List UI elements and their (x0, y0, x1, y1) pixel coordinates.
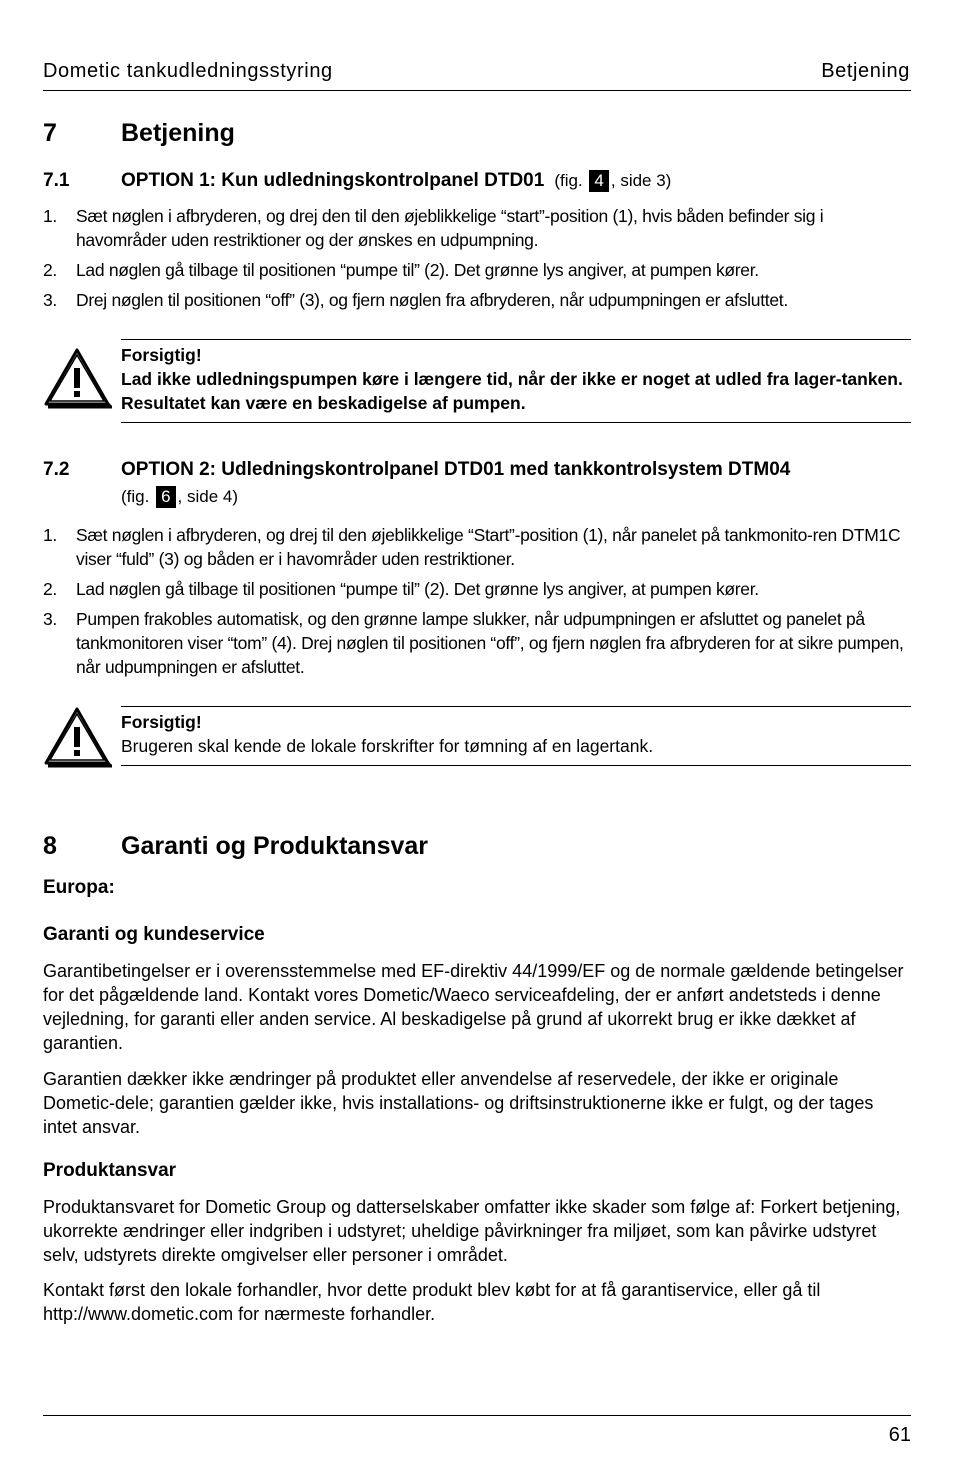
subsection-7-2-heading (43, 459, 911, 515)
warning-title: Forsigtig! (121, 712, 202, 732)
warning-title: Forsigtig! (121, 345, 202, 365)
warning-bottom-rule (121, 765, 911, 766)
header-rule (43, 90, 911, 91)
subsection-title: OPTION 2: Udledningskontrolpanel DTD01 med tankkontrolsystem DTM04 (121, 459, 791, 480)
figure-number-badge: 4 (589, 170, 608, 192)
subsection-title: OPTION 1: Kun udledningskontrolpanel DTD01 (121, 170, 545, 191)
running-header-section: Betjening (821, 60, 910, 82)
figure-reference: (fig. 4 , side 3) (554, 171, 672, 190)
warning-triangle-icon (42, 705, 112, 769)
figure-reference: (fig. 6 , side 4) (121, 487, 239, 506)
warning-box (121, 710, 906, 758)
warranty-paragraph: Garantien dækker ikke ændringer på produktet eller anvendelse af reservedele, der ikke er originale Dometic-dele; garantien gælder ikke, hvis installations- og driftsinstruktionerne ikke er fulgt, og der tages intet ansvar. (43, 1069, 874, 1137)
page-number: 61 (888, 1424, 911, 1446)
warning-text: Brugeren skal kende de lokale forskrifter for tømning af en lagertank. (121, 736, 654, 756)
running-header-title: Dometic tankudledningsstyring (43, 60, 333, 82)
liability-heading: Produktansvar (43, 1160, 177, 1181)
section-title: Garanti og Produktansvar (121, 832, 429, 860)
warning-top-rule (121, 339, 911, 340)
subsection-number: 7.2 (43, 459, 70, 480)
figure-number-badge: 6 (156, 486, 175, 508)
liability-paragraph: Kontakt først den lokale forhandler, hvor dette produkt blev købt for at få garantiservice, eller gå til http://www.dometic.com for nærmeste forhandler. (43, 1280, 821, 1324)
footer-rule (43, 1415, 911, 1416)
warning-top-rule (121, 706, 911, 707)
warning-triangle-icon (42, 346, 112, 410)
liability-paragraph: Produktansvaret for Dometic Group og datterselskaber omfatter ikke skader som følge af: Forkert betjening, ukorrekte ændringer eller indgriben i udstyret; uheldige påvirkninger fra miljøet, som kan påvirke udstyret selv, udstyrets direkte omgivelser eller personer i området. (43, 1197, 901, 1265)
section-number: 7 (43, 119, 57, 147)
instruction-list-7-1: 1. Sæt nøglen i afbryderen, og drej den til den øjeblikkelige “start”-position (1), hvis båden befinder sig i havområder uden restriktioner og der ønskes en udpumpning. 2. Lad nøglen gå tilbage til positionen “pumpe til” (2). Det grønne lys angiver, at pumpen kører. 3. Drej nøglen til positionen “off” (3), og fjern nøglen fra afbryderen, når udpumpningen er afsluttet. (43, 206, 824, 310)
section-title: Betjening (121, 119, 235, 147)
subsection-number: 7.1 (43, 170, 70, 191)
section-8-heading (43, 832, 903, 864)
warranty-heading: Garanti og kundeservice (43, 924, 265, 945)
section-7-heading (43, 119, 903, 151)
subsection-7-1-heading (43, 170, 911, 196)
warranty-paragraph: Garantibetingelser er i overensstemmelse med EF-direktiv 44/1999/EF og de normale gældende betingelser for det pågældende land. Kontakt vores Dometic/Waeco serviceafdeling, der er anført andetsteds i denne vejledning, for garanti eller anden service. Al beskadigelse på grund af ukorrekt brug er ikke dækket af garantien. (43, 961, 904, 1053)
warning-box (121, 343, 906, 415)
warning-bottom-rule (121, 422, 911, 423)
region-heading: Europa: (43, 877, 115, 898)
instruction-list-7-2: 1. Sæt nøglen i afbryderen, og drej til den øjeblikkelige “Start”-position (1), når panelet på tankmonito-ren DTM1C viser “fuld” (3) og båden er i havområder uden restriktioner. 2. Lad nøglen gå tilbage til positionen “pumpe til” (2). Det grønne lys angiver, at pumpen kører. 3. Pumpen frakobles automatisk, og den grønne lampe slukker, når udpumpningen er afsluttet og panelet på tankmonitoren viser “tom” (4). Drej nøglen til positionen “off”, og fjern nøglen fra afbryderen for at sikre pumpen, når udpumpningen er afsluttet. (43, 525, 904, 677)
warning-text: Lad ikke udledningspumpen køre i længere tid, når der ikke er noget at udled fra lager-tanken. Resultatet kan være en beskadigelse af pumpen. (121, 369, 903, 413)
section-number: 8 (43, 832, 57, 860)
